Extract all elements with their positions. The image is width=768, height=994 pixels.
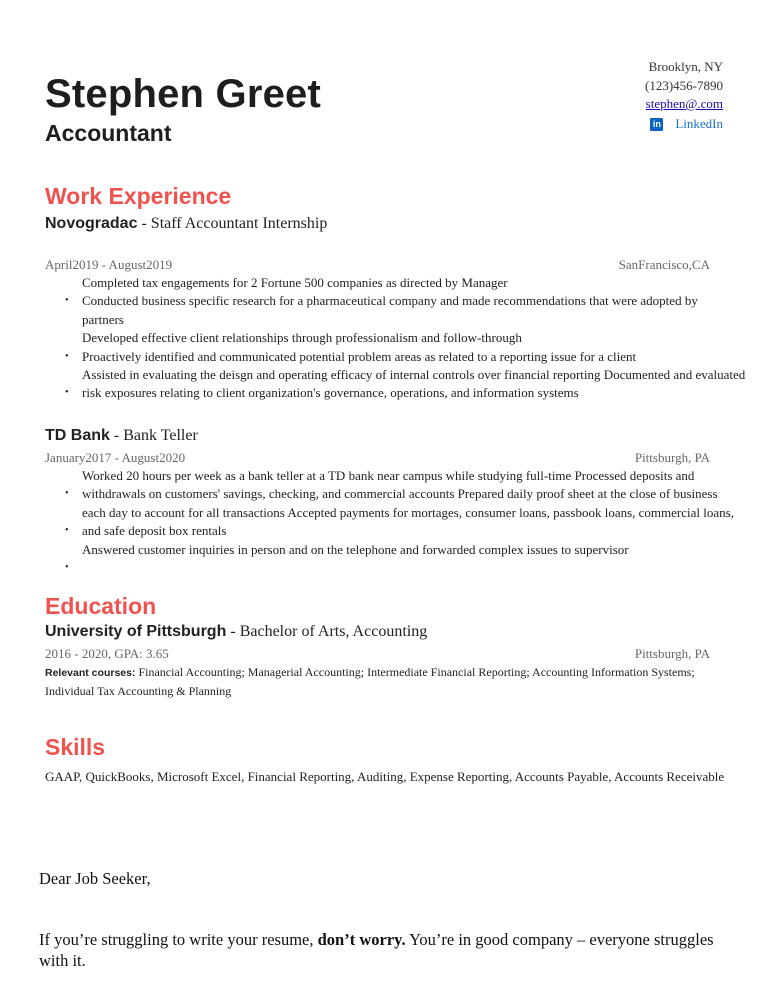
linkedin-link[interactable] <box>650 115 723 134</box>
letter-paragraph <box>39 929 739 971</box>
job-1-meta <box>45 256 710 274</box>
education-degree: - Bachelor of Arts, Accounting <box>226 623 428 640</box>
education-courses <box>45 663 735 700</box>
courses-line-2: Individual Tax Accounting & Planning <box>45 684 232 698</box>
job-1-dates: April2019 - August2019 <box>45 257 173 272</box>
work-experience-heading: Work Experience <box>45 183 232 209</box>
courses-line-1: Financial Accounting; Managerial Accounting; Intermediate Financial Reporting; Accounting Information Systems; <box>135 665 695 679</box>
job-title: Accountant <box>45 120 172 146</box>
education-meta <box>45 645 710 663</box>
list-item: Completed tax engagements for 2 Fortune 500 companies as directed by Manager <box>82 275 508 290</box>
education-school-heading <box>45 621 427 643</box>
job-2-role: - Bank Teller <box>109 427 198 444</box>
job-2-dates: January2017 - August2020 <box>45 450 186 465</box>
education-school: University of Pittsburgh <box>45 623 227 640</box>
list-item: • withdrawals on customers' savings, checking, and commercial accounts Prepared daily proof sheet at the close of business <box>45 485 734 503</box>
job-2-location: Pittsburgh, PA <box>634 450 710 465</box>
education-location: Pittsburgh, PA <box>634 646 710 661</box>
job-2-bullets <box>45 467 734 577</box>
linkedin-label: LinkedIn <box>675 115 723 131</box>
contact-city: Brooklyn, NY <box>648 59 723 74</box>
skills-list: GAAP, QuickBooks, Microsoft Excel, Financial Reporting, Auditing, Expense Reporting, Accounts Payable, Accounts Receivable <box>45 769 725 784</box>
linkedin-icon: in <box>650 118 663 131</box>
list-item: • Proactively identified and communicated potential problem areas as related to a reporting issue for a client <box>45 348 745 366</box>
education-dates: 2016 - 2020, GPA: 3.65 <box>45 646 169 661</box>
job-2-company: TD Bank <box>45 427 110 444</box>
list-item: • risk exposures relating to client organization's governance, operations, and information systems <box>45 384 745 402</box>
list-item: • and safe deposit box rentals <box>45 522 734 540</box>
contact-email-link[interactable]: stephen@.com <box>645 96 723 111</box>
list-item: each day to account for all transactions Accepted payments for mortages, consumer loans, passbook loans, commercial loans, <box>82 504 734 520</box>
letter-greeting: Dear Job Seeker, <box>39 869 151 888</box>
candidate-name: Stephen Greet <box>45 72 321 116</box>
letter-p1-end: You’re in good company – everyone struggles with it. <box>39 930 714 970</box>
list-item: Assisted in evaluating the deisgn and operating efficacy of internal controls over financial reporting Documented and evaluated <box>82 367 746 383</box>
job-1-company: Novogradac <box>45 215 138 232</box>
education-heading: Education <box>45 593 157 619</box>
contact-phone: (123)456-7890 <box>645 77 723 93</box>
job-1-bullets <box>45 274 745 403</box>
contact-block <box>645 58 723 133</box>
list-item: Worked 20 hours per week as a bank teller at a TD bank near campus while studying full-time Processed deposits and <box>82 468 695 483</box>
list-item <box>45 559 734 577</box>
job-2-heading <box>45 425 198 447</box>
job-1-location: SanFrancisco,CA <box>618 257 710 272</box>
list-item: Developed effective client relationships through professionalism and follow-through <box>82 330 522 346</box>
list-item: Answered customer inquiries in person and on the telephone and forwarded complex issues to supervisor <box>82 541 629 557</box>
job-2-meta <box>45 449 710 467</box>
job-1-heading <box>45 213 327 235</box>
job-1-role: - Staff Accountant Internship <box>137 215 328 232</box>
list-item: • Conducted business specific research for a pharmaceutical company and made recommendations that were adopted by <box>45 292 745 310</box>
skills-heading: Skills <box>45 734 106 760</box>
letter-p1-start: If you’re struggling to write your resume, <box>39 930 318 949</box>
letter-p1-bold: don’t worry. <box>317 930 406 949</box>
courses-label: Relevant courses: <box>45 667 136 679</box>
list-item: partners <box>82 311 124 327</box>
